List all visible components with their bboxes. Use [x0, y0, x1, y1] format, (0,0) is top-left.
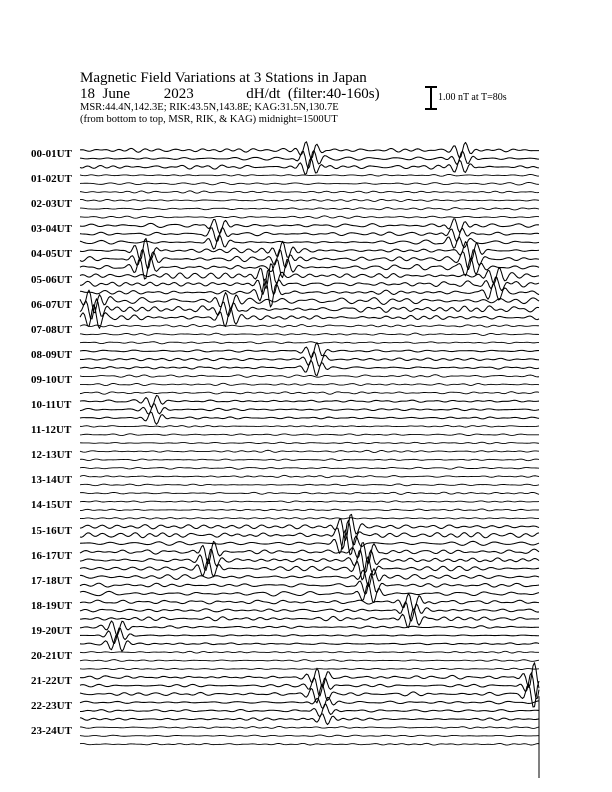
trace-kag-h7: [80, 325, 539, 328]
trace-rik-h19: [80, 628, 539, 643]
order-note: (from bottom to top, MSR, RIK, & KAG): [80, 114, 257, 125]
trace-kag-h10: [80, 395, 539, 407]
trace-rik-h12: [80, 459, 539, 461]
hour-label: 10-11UT: [31, 399, 72, 411]
hour-label: 18-19UT: [31, 599, 72, 612]
trace-kag-h9: [80, 375, 539, 378]
trace-kag-h1: [80, 174, 539, 176]
scale-label: 1.00 nT at T=80s: [438, 92, 507, 103]
hour-label: 13-14UT: [31, 474, 72, 487]
hour-label: 23-24UT: [31, 725, 72, 738]
trace-kag-h2: [80, 199, 539, 201]
date-month: June: [102, 86, 130, 102]
hour-label: 09-10UT: [31, 373, 72, 386]
trace-rik-h9: [80, 383, 539, 385]
hour-label: 01-02UT: [31, 173, 72, 186]
trace-msr-h12: [80, 467, 539, 469]
chart-header: [80, 70, 380, 126]
trace-rik-h7: [80, 333, 539, 335]
hour-label: 17-18UT: [31, 574, 72, 587]
midnight-note: midnight=1500UT: [258, 114, 338, 125]
trace-msr-h8: [80, 360, 539, 375]
station-order-note: [80, 114, 380, 126]
quantity-label: dH/dt: [246, 86, 281, 102]
trace-msr-h11: [80, 442, 539, 444]
trace-kag-h19: [80, 621, 539, 635]
trace-kag-h20: [80, 651, 539, 653]
trace-msr-h6: [80, 305, 539, 329]
trace-rik-h10: [80, 404, 539, 415]
trace-msr-h3: [80, 235, 539, 249]
trace-msr-h22: [80, 714, 539, 725]
hour-label: 16-17UT: [31, 549, 72, 562]
hour-label: 15-16UT: [31, 524, 72, 537]
trace-rik-h3: [80, 227, 539, 241]
hour-label: 00-01UT: [31, 148, 72, 160]
trace-kag-h0: [80, 142, 539, 159]
date-day: 18: [80, 86, 95, 102]
hour-label: 07-08UT: [31, 323, 72, 336]
hour-label: 19-20UT: [31, 624, 72, 637]
trace-kag-h12: [80, 450, 539, 452]
trace-msr-h14: [80, 518, 539, 519]
date-line: [80, 86, 380, 102]
hour-label: 03-04UT: [31, 223, 72, 236]
trace-msr-h2: [80, 216, 539, 218]
trace-kag-h22: [80, 697, 539, 708]
filter-label: (filter:40-160s): [287, 86, 380, 102]
trace-rik-h2: [80, 208, 539, 210]
station-coordinates: MSR:44.4N,142.3E; RIK:43.5N,143.8E; KAG:31.5N,130.7E: [80, 102, 339, 113]
trace-kag-h23: [80, 726, 539, 728]
hour-label: 02-03UT: [31, 198, 72, 211]
trace-rik-h11: [80, 434, 539, 436]
date-year: 2023: [163, 86, 194, 102]
trace-msr-h9: [80, 392, 539, 394]
trace-msr-h13: [80, 492, 539, 494]
trace-rik-h13: [80, 484, 539, 486]
trace-kag-h17: [80, 569, 539, 587]
scale-bar-icon: [425, 86, 437, 110]
trace-kag-h21: [80, 663, 539, 688]
hour-label: 14-15UT: [31, 499, 72, 512]
hour-label: 04-05UT: [31, 248, 72, 261]
trace-kag-h3: [80, 219, 539, 234]
hour-label: 21-22UT: [31, 675, 72, 688]
trace-msr-h20: [80, 668, 539, 669]
trace-msr-h19: [80, 635, 539, 651]
trace-kag-h18: [80, 593, 539, 610]
trace-rik-h23: [80, 735, 539, 737]
hour-label: 08-09UT: [31, 348, 72, 361]
hour-label: 20-21UT: [31, 650, 72, 662]
trace-msr-h23: [80, 743, 539, 745]
hour-label: 06-07UT: [31, 298, 72, 311]
trace-msr-h4: [80, 257, 539, 279]
hour-label: 05-06UT: [31, 273, 72, 286]
trace-msr-h18: [80, 609, 539, 628]
trace-rik-h20: [80, 660, 539, 662]
trace-msr-h7: [80, 342, 539, 344]
trace-kag-h13: [80, 475, 539, 477]
trace-kag-h8: [80, 343, 539, 358]
chart-title: Magnetic Field Variations at 3 Stations in Japan: [80, 70, 367, 86]
hour-label: 11-12UT: [31, 424, 72, 437]
hour-label: 12-13UT: [31, 449, 72, 462]
trace-kag-h14: [80, 501, 539, 503]
trace-rik-h14: [80, 509, 539, 511]
trace-rik-h1: [80, 182, 539, 185]
trace-rik-h22: [80, 704, 539, 717]
trace-msr-h1: [80, 191, 539, 193]
trace-kag-h11: [80, 425, 539, 427]
hour-label: 22-23UT: [31, 700, 72, 713]
